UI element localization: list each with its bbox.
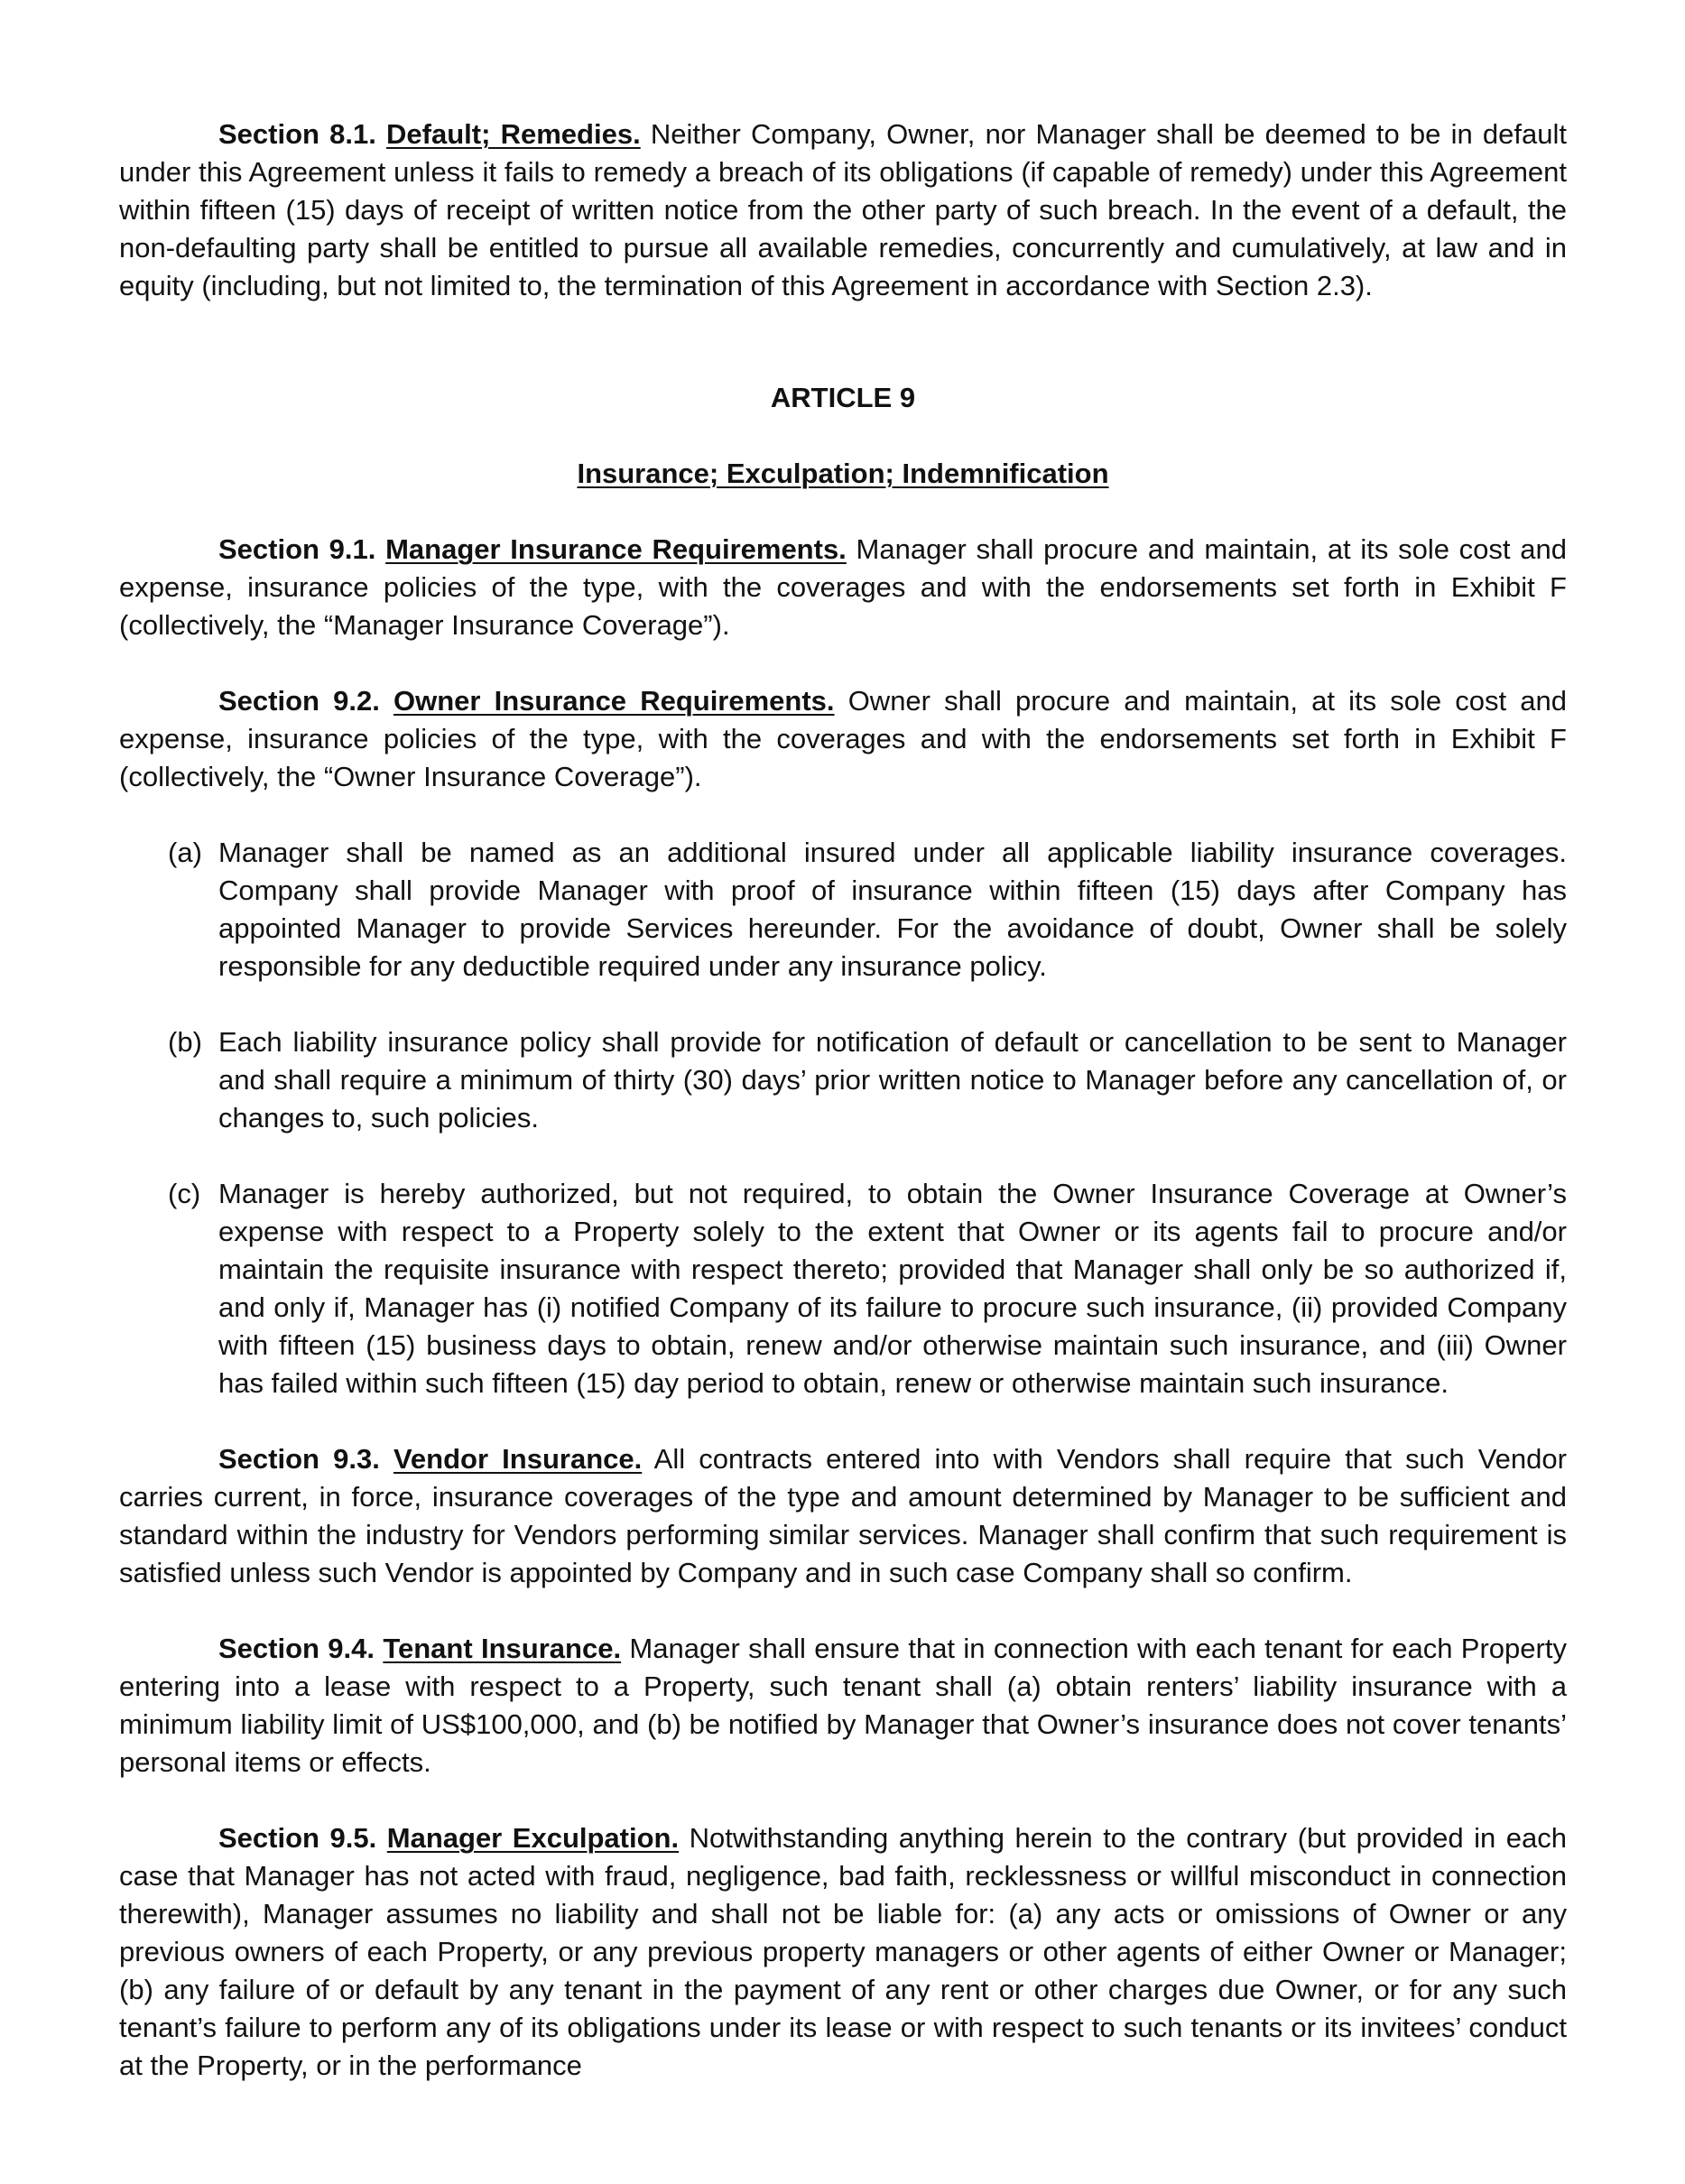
document-page — [119, 116, 1567, 2085]
article-heading: ARTICLE 9 — [770, 382, 916, 413]
section-number: Section 8.1. — [218, 118, 376, 150]
article-subtitle: Insurance; Exculpation; Indemnification — [577, 458, 1109, 489]
section-title: Manager Exculpation. — [386, 1822, 680, 1854]
list-item-a — [119, 834, 1567, 986]
section-body: Manager shall ensure that in connection with each tenant for each Property entering into a lease with respect to a Property, such tenant shall (a) obtain renters’ liability insurance with a minimum liability limit of US$100,000, and (b) be notified by Manager that Owner’s insurance does not cover tenants’ personal items or effects. — [119, 1633, 1567, 1778]
section-9-5 — [119, 1819, 1567, 2085]
list-marker: (b) — [168, 1026, 202, 1058]
section-number: Section 9.2. — [218, 685, 380, 717]
list-item-b — [119, 1023, 1567, 1137]
section-body: Owner shall procure and maintain, at its sole cost and expense, insurance policies of the type, with the coverages and with the endorsements set forth in Exhibit F (collectively, the “Owner Insurance Coverage”). — [119, 685, 1567, 792]
spacer — [119, 305, 1567, 379]
section-number: Section 9.5. — [218, 1822, 377, 1854]
section-8-1 — [119, 116, 1567, 305]
section-body: Neither Company, Owner, nor Manager shall be deemed to be in default under this Agreement unless it fails to remedy a breach of its obligations (if capable of remedy) under this Agreement within fifteen (15) days of receipt of written notice from the other party of such breach. In the event of a default, the non-defaulting party shall be entitled to pursue all available remedies, concurrently and cumulatively, at law and in equity (including, but not limited to, the termination of this Agreement in accordance with Section 2.3). — [119, 118, 1567, 301]
list-text: Manager shall be named as an additional insured under all applicable liability insurance coverages. Company shall provide Manager with proof of insurance within fifteen (15) days after Company has appointed Manager to provide Services hereunder. For the avoidance of doubt, Owner shall be solely responsible for any deductible required under any insurance policy. — [218, 837, 1567, 982]
list-marker: (a) — [168, 837, 202, 868]
spacer — [119, 986, 1567, 1023]
section-body: Manager shall procure and maintain, at its sole cost and expense, insurance policies of the type, with the coverages and with the endorsements set forth in Exhibit F (collectively, the “Manager Insurance Coverage”). — [119, 533, 1567, 641]
section-title: Default; Remedies. — [386, 118, 641, 150]
list-text: Each liability insurance policy shall provide for notification of default or cancellation to be sent to Manager and shall require a minimum of thirty (30) days’ prior written notice to Manager before any cancellation of, or changes to, such policies. — [218, 1026, 1567, 1134]
section-title: Owner Insurance Requirements. — [393, 685, 835, 717]
list-marker: (c) — [168, 1178, 201, 1209]
section-number: Section 9.3. — [218, 1443, 380, 1475]
spacer — [119, 417, 1567, 455]
spacer — [119, 796, 1567, 834]
section-number: Section 9.4. — [218, 1633, 375, 1664]
list-item-c — [119, 1175, 1567, 1402]
section-9-1 — [119, 531, 1567, 644]
section-title: Tenant Insurance. — [383, 1633, 622, 1664]
list-text: Manager is hereby authorized, but not required, to obtain the Owner Insurance Coverage at Owner’s expense with respect to a Property solely to the extent that Owner or its agents fail to procure and/or maintain the requisite insurance with respect thereto; provided that Manager shall only be so authorized if, and only if, Manager has (i) notified Company of its failure to procure such insurance, (ii) provided Company with fifteen (15) business days to obtain, renew and/or otherwise maintain such insurance, and (iii) Owner has failed within such fifteen (15) day period to obtain, renew or otherwise maintain such insurance. — [218, 1178, 1567, 1399]
spacer — [119, 644, 1567, 682]
section-9-2 — [119, 682, 1567, 796]
spacer — [119, 493, 1567, 531]
spacer — [119, 1137, 1567, 1175]
section-9-3 — [119, 1440, 1567, 1592]
section-body: All contracts entered into with Vendors shall require that such Vendor carries current, in force, insurance coverages of the type and amount determined by Manager to be sufficient and standard within the industry for Vendors performing similar services. Manager shall confirm that such requirement is satisfied unless such Vendor is appointed by Company and in such case Company shall so confirm. — [119, 1443, 1567, 1588]
section-title: Manager Insurance Requirements. — [385, 533, 847, 565]
spacer — [119, 1781, 1567, 1819]
spacer — [119, 1402, 1567, 1440]
section-number: Section 9.1. — [218, 533, 376, 565]
section-title: Vendor Insurance. — [393, 1443, 643, 1475]
section-body: Notwithstanding anything herein to the contrary (but provided in each case that Manager has not acted with fraud, negligence, bad faith, recklessness or willful misconduct in connection therewith), Manager assumes no liability and shall not be liable for: (a) any acts or omissions of Owner or any previous owners of each Property, or any previous property managers or other agents of either Owner or Manager; (b) any failure of or default by any tenant in the payment of any rent or other charges due Owner, or for any such tenant’s failure to perform any of its obligations under its lease or with respect to such tenants or its invitees’ conduct at the Property, or in the performance — [119, 1822, 1568, 2081]
spacer — [119, 1592, 1567, 1630]
section-9-4 — [119, 1630, 1567, 1781]
